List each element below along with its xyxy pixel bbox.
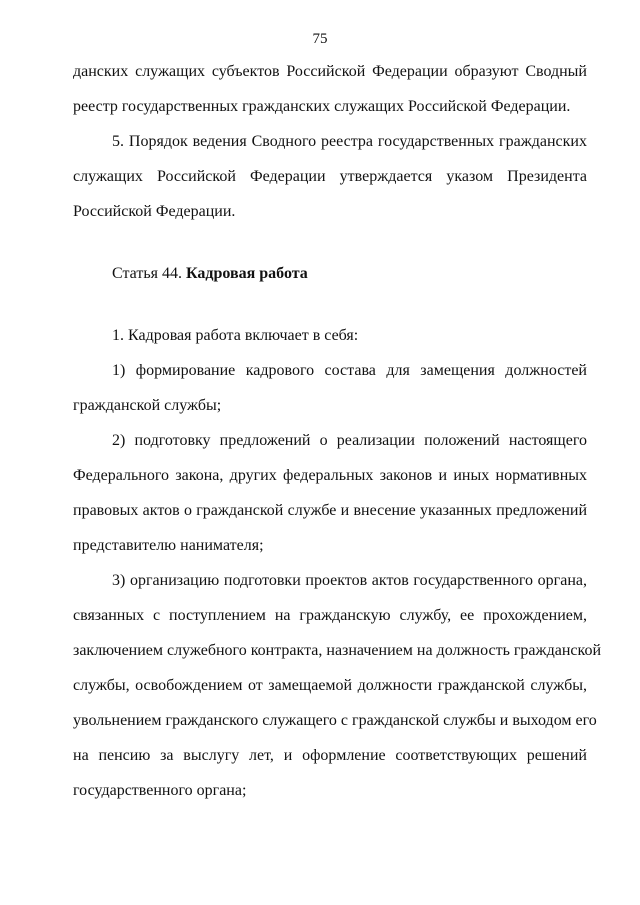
article-number: Статья 44. <box>112 265 182 282</box>
text-line: реестр государственных гражданских служащих Российской Федерации. <box>73 98 571 115</box>
paragraph <box>73 54 587 124</box>
paragraph <box>73 563 602 808</box>
text-line: служащих Российской Федерации утверждается указом Президента <box>73 168 587 185</box>
text-line: 2) подготовку предложений о реализации положений настоящего <box>112 432 587 449</box>
article-heading <box>73 256 587 291</box>
paragraph <box>73 423 587 563</box>
text-line: государственного органа; <box>73 782 247 799</box>
article-title: Кадровая работа <box>185 265 308 282</box>
paragraph <box>73 353 587 423</box>
text-line: Федерального закона, других федеральных законов и иных нормативных <box>73 467 587 484</box>
spacer <box>73 229 587 256</box>
text-line: Российской Федерации. <box>73 203 236 220</box>
text-line: представителю нанимателя; <box>73 537 264 554</box>
text-line: гражданской службы; <box>73 397 222 414</box>
text-line: правовых актов о гражданской службе и внесение указанных предложений <box>73 502 587 519</box>
spacer <box>73 291 587 318</box>
text-line: заключением служебного контракта, назначением на должность гражданской <box>73 642 602 659</box>
text-line: на пенсию за выслугу лет, и оформление соответствующих решений <box>73 747 587 764</box>
text-line: увольнением гражданского служащего с гражданской службы и выходом его <box>73 712 597 729</box>
text-line: 3) организацию подготовки проектов актов государственного органа, <box>112 572 587 589</box>
paragraph <box>73 124 587 229</box>
text-line: данских служащих субъектов Российской Федерации образуют Сводный <box>73 63 587 80</box>
text-line: службы, освобождением от замещаемой должности гражданской службы, <box>73 677 587 694</box>
document-body <box>73 54 602 808</box>
text-line: 1) формирование кадрового состава для замещения должностей <box>112 362 587 379</box>
page-number: 75 <box>312 31 328 47</box>
text-line: 1. Кадровая работа включает в себя: <box>112 327 359 344</box>
text-line: связанных с поступлением на гражданскую службу, ее прохождением, <box>73 607 587 624</box>
text-line: 5. Порядок ведения Сводного реестра государственных гражданских <box>112 133 587 150</box>
paragraph <box>73 318 587 353</box>
